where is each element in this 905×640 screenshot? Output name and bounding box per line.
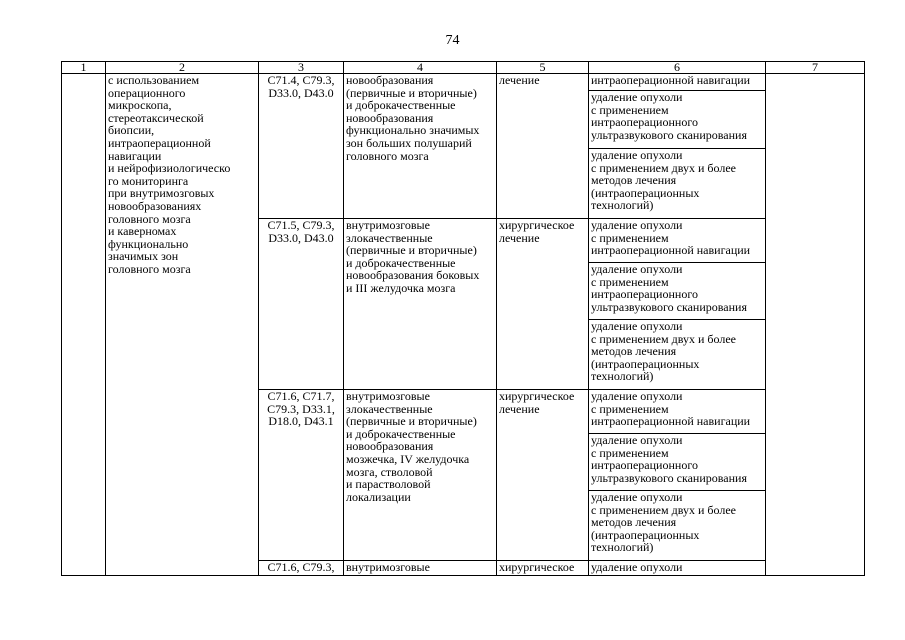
col1-cell: [62, 74, 106, 576]
treatment-type-cell: хирургическое лечение: [497, 390, 589, 561]
method-cell: удаление опухоли с применением интраоперационного ультразвукового сканирования: [589, 91, 766, 149]
method-cell: удаление опухоли с применением интраоперационного ультразвукового сканирования: [589, 263, 766, 320]
method-cell: удаление опухоли с применением двух и более методов лечения (интраоперационных технологий): [589, 149, 766, 219]
col-header-3: 3: [259, 62, 344, 74]
treatment-table: [61, 61, 865, 576]
method-cell: удаление опухоли с применением интраоперационного ультразвукового сканирования: [589, 434, 766, 491]
diagnosis-cell: внутримозговые: [344, 561, 497, 576]
treatment-type-cell: лечение: [497, 74, 589, 219]
icd-codes-cell: C71.6, C79.3,: [259, 561, 344, 576]
col-header-1: 1: [62, 62, 106, 74]
method-cell: удаление опухоли с применением двух и более методов лечения (интраоперационных технологий): [589, 320, 766, 390]
method-cell: интраоперационной навигации: [589, 74, 766, 91]
method-cell: удаление опухоли с применением двух и более методов лечения (интраоперационных технологий): [589, 491, 766, 561]
method-cell: удаление опухоли: [589, 561, 766, 576]
treatment-type-cell: хирургическое: [497, 561, 589, 576]
col-header-5: 5: [497, 62, 589, 74]
col-header-7: 7: [766, 62, 865, 74]
col-header-2: 2: [106, 62, 259, 74]
header-row: [62, 62, 865, 74]
treatment-type-cell: хирургическое лечение: [497, 219, 589, 390]
icd-codes-cell: C71.5, C79.3, D33.0, D43.0: [259, 219, 344, 390]
icd-codes-cell: C71.6, C71.7, C79.3, D33.1, D18.0, D43.1: [259, 390, 344, 561]
col7-cell: [766, 74, 865, 576]
col2-cell: с использованием операционного микроскопа, стереотаксической биопсии, интраоперационной навигации и нейрофизиологическо го мониторинга при внутримозговых новообразованиях головного мозга и каверномах функционально значимых зон головного мозга: [106, 74, 259, 576]
icd-codes-cell: C71.4, C79.3, D33.0, D43.0: [259, 74, 344, 219]
col-header-6: 6: [589, 62, 766, 74]
diagnosis-cell: внутримозговые злокачественные (первичные и вторичные) и доброкачественные новообразования мозжечка, IV желудочка мозга, стволовой и парастволовой локализации: [344, 390, 497, 561]
method-cell: удаление опухоли с применением интраоперационной навигации: [589, 219, 766, 263]
method-cell: удаление опухоли с применением интраоперационной навигации: [589, 390, 766, 434]
diagnosis-cell: внутримозговые злокачественные (первичные и вторичные) и доброкачественные новообразования боковых и III желудочка мозга: [344, 219, 497, 390]
table-row: [62, 74, 865, 91]
col-header-4: 4: [344, 62, 497, 74]
diagnosis-cell: новообразования (первичные и вторичные) и доброкачественные новообразования функционально значимых зон больших полушарий головного мозга: [344, 74, 497, 219]
page-number: 74: [445, 33, 460, 48]
